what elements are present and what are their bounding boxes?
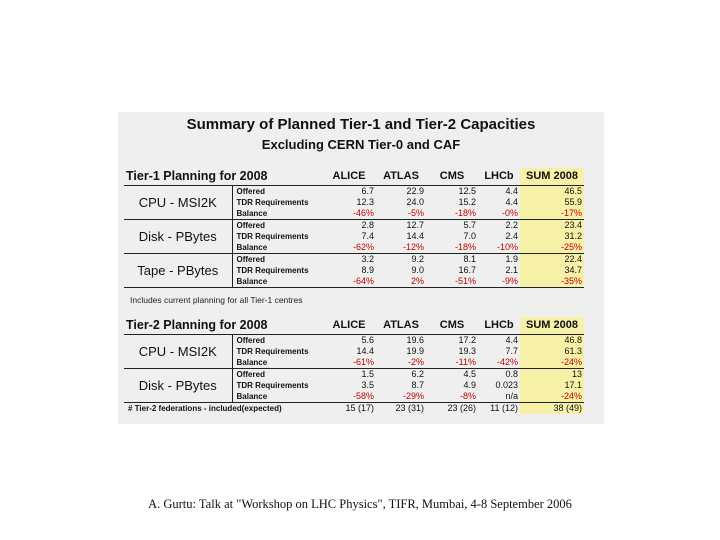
table-row (124, 335, 584, 347)
cell-value: 14.4 (406, 231, 424, 241)
cell-value: 4.5 (463, 369, 476, 379)
group-label: Disk - PBytes (124, 369, 232, 403)
group-label: Tape - PBytes (124, 254, 232, 288)
cell-value: 5.7 (463, 220, 476, 230)
figure-subtitle: Excluding CERN Tier-0 and CAF (261, 137, 461, 152)
cell-value: 23 (31) (376, 403, 426, 415)
cell-value: -29% (376, 391, 426, 403)
cell-value-sum: 23.4 (520, 220, 584, 232)
cell-value: -12% (376, 242, 426, 254)
cell-value-sum: 46.5 (520, 186, 584, 198)
cell-value-sum: -25% (520, 242, 584, 254)
cell-value: -0% (478, 208, 520, 220)
cell-value: 8.1 (463, 254, 476, 264)
figure-title: Summary of Planned Tier-1 and Tier-2 Capacities (186, 116, 536, 133)
cell-value: 0.8 (505, 369, 518, 379)
cell-value: 19.3 (458, 346, 476, 356)
table-row (124, 186, 584, 198)
cell-value: -42% (478, 357, 520, 369)
cell-value: 9.2 (411, 254, 424, 264)
row-label: Balance (232, 242, 322, 254)
column-header: ALICE (322, 317, 376, 335)
table-row (124, 369, 584, 381)
cell-value: 12.3 (356, 197, 374, 207)
row-label: TDR Requirements (236, 381, 309, 390)
cell-value: -62% (322, 242, 376, 254)
cell-value: 22.9 (406, 186, 424, 196)
tier2-heading: Tier-2 Planning for 2008 (124, 317, 322, 335)
row-label: Balance (232, 276, 322, 288)
cell-value-sum: 22.4 (520, 254, 584, 266)
cell-value: -8% (426, 391, 478, 403)
row-label: TDR Requirements (236, 232, 309, 241)
row-label: TDR Requirements (236, 347, 309, 356)
cell-value-sum: -24% (520, 391, 584, 403)
cell-value: 19.9 (406, 346, 424, 356)
cell-value: -61% (322, 357, 376, 369)
slide-caption: A. Gurtu: Talk at "Workshop on LHC Physics", TIFR, Mumbai, 4-8 September 2006 (148, 497, 572, 511)
cell-value: 8.7 (411, 380, 424, 390)
cell-value-sum: -17% (520, 208, 584, 220)
tier1-table (124, 168, 584, 288)
tier2-table (124, 317, 584, 414)
cell-value: 15 (17) (322, 403, 376, 415)
cell-value: 23 (26) (426, 403, 478, 415)
cell-value: 24.0 (406, 197, 424, 207)
column-header: CMS (426, 168, 478, 186)
tier1-header-row (124, 168, 584, 186)
column-header: ATLAS (376, 317, 426, 335)
column-header-sum: SUM 2008 (520, 317, 584, 335)
cell-value: 3.5 (361, 380, 374, 390)
table-row (124, 254, 584, 266)
cell-value-sum: 17.1 (520, 380, 584, 391)
cell-value: 5.6 (361, 335, 374, 345)
federations-label: # Tier-2 federations - included(expected) (124, 403, 322, 415)
cell-value-sum: 38 (49) (520, 403, 584, 415)
column-header: LHCb (478, 317, 520, 335)
cell-value: 1.5 (361, 369, 374, 379)
row-label: Balance (232, 391, 322, 403)
cell-value: 14.4 (356, 346, 374, 356)
row-label: Offered (236, 255, 265, 264)
cell-value: -18% (426, 242, 478, 254)
row-label: Offered (236, 336, 265, 345)
tier1-heading: Tier-1 Planning for 2008 (124, 168, 322, 186)
column-header: ATLAS (376, 168, 426, 186)
cell-value-sum: 55.9 (520, 197, 584, 208)
row-label: Offered (236, 370, 265, 379)
cell-value: 7.0 (463, 231, 476, 241)
cell-value: 11 (12) (478, 403, 520, 415)
column-header: ALICE (322, 168, 376, 186)
cell-value: 8.9 (361, 265, 374, 275)
cell-value: -58% (322, 391, 376, 403)
cell-value: 7.4 (361, 231, 374, 241)
cell-value-sum: 61.3 (520, 346, 584, 357)
cell-value: 6.2 (411, 369, 424, 379)
cell-value: 2.1 (505, 265, 518, 275)
group-label: CPU - MSI2K (124, 186, 232, 220)
cell-value: 2.4 (505, 231, 518, 241)
cell-value: 0.023 (495, 380, 518, 390)
column-header: LHCb (478, 168, 520, 186)
row-label: TDR Requirements (236, 198, 309, 207)
cell-value-sum: 34.7 (520, 265, 584, 276)
cell-value: 12.5 (458, 186, 476, 196)
federations-row (124, 403, 584, 415)
cell-value: 4.4 (505, 186, 518, 196)
cell-value: -64% (322, 276, 376, 288)
cell-value: n/a (478, 391, 520, 403)
row-label: TDR Requirements (236, 266, 309, 275)
cell-value: 2.8 (361, 220, 374, 230)
row-label: Offered (236, 187, 265, 196)
cell-value: 12.7 (406, 220, 424, 230)
cell-value: 6.7 (361, 186, 374, 196)
column-header-sum: SUM 2008 (520, 168, 584, 186)
cell-value: -9% (478, 276, 520, 288)
cell-value: -18% (426, 208, 478, 220)
cell-value: -11% (426, 357, 478, 369)
cell-value: -10% (478, 242, 520, 254)
cell-value: 19.6 (406, 335, 424, 345)
row-label: Offered (236, 221, 265, 230)
cell-value: 2.2 (505, 220, 518, 230)
cell-value: 2% (376, 276, 426, 288)
row-label: Balance (232, 357, 322, 369)
table-row (124, 220, 584, 232)
cell-value: 4.9 (463, 380, 476, 390)
row-label: Balance (232, 208, 322, 220)
cell-value-sum: -24% (520, 357, 584, 369)
cell-value: 4.4 (505, 197, 518, 207)
cell-value-sum: 13 (520, 369, 584, 381)
cell-value: 17.2 (458, 335, 476, 345)
cell-value-sum: 31.2 (520, 231, 584, 242)
capacity-summary-figure (118, 112, 604, 424)
group-label: CPU - MSI2K (124, 335, 232, 369)
group-label: Disk - PBytes (124, 220, 232, 254)
cell-value: 4.4 (505, 335, 518, 345)
cell-value-sum: 46.8 (520, 335, 584, 347)
cell-value: 9.0 (411, 265, 424, 275)
cell-value: -2% (376, 357, 426, 369)
cell-value-sum: -35% (520, 276, 584, 288)
column-header: CMS (426, 317, 478, 335)
cell-value: -46% (322, 208, 376, 220)
cell-value: 3.2 (361, 254, 374, 264)
cell-value: 7.7 (505, 346, 518, 356)
cell-value: 15.2 (458, 197, 476, 207)
cell-value: -51% (426, 276, 478, 288)
cell-value: 1.9 (505, 254, 518, 264)
tier1-note: Includes current planning for all Tier-1 centres (130, 295, 303, 305)
tier2-header-row (124, 317, 584, 335)
cell-value: -5% (376, 208, 426, 220)
cell-value: 16.7 (458, 265, 476, 275)
